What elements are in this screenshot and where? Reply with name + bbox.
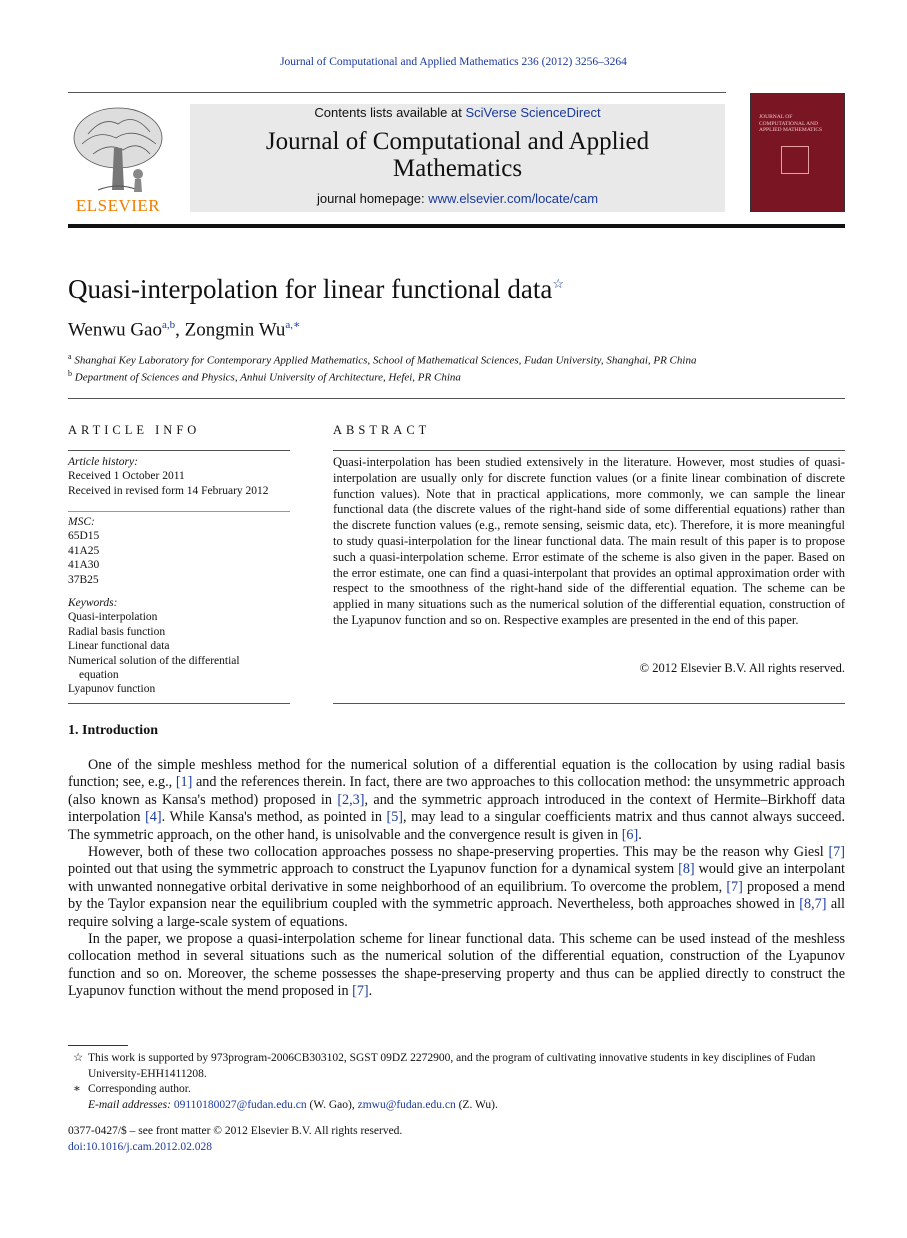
citation-link[interactable]: [4] <box>145 809 162 826</box>
email-owner: (Z. Wu). <box>455 1098 498 1111</box>
citation-link[interactable]: [6] <box>621 826 639 843</box>
text: and the references therein. In fact, there are two approaches to this collocation method: the unsymmetric approach (also known as Kansa's method) proposed in <box>68 774 845 808</box>
intro-paragraph-3 <box>68 931 845 1001</box>
affiliation-a <box>68 352 696 367</box>
msc-code: 41A30 <box>68 559 100 572</box>
author-1: Wenwu Gao <box>68 319 162 341</box>
text: , and the symmetric approach introduced in the context of Hermite–Birkhoff data interpolation <box>68 791 845 826</box>
citation-link[interactable]: [5] <box>386 809 404 826</box>
affiliation-b <box>68 369 461 384</box>
text: . While Kansa's method, as pointed in <box>161 809 387 826</box>
msc-codes <box>68 515 290 587</box>
received-date: Received 1 October 2011 <box>68 470 185 483</box>
contents-line <box>190 105 725 120</box>
affil-b-mark: b <box>68 369 72 378</box>
abstract-rule-bottom <box>333 703 845 704</box>
cover-graphic <box>781 146 809 174</box>
footnote-mark: ∗ <box>73 1083 81 1095</box>
citation-link[interactable]: [2,3] <box>337 791 365 808</box>
abstract-rule-top <box>333 450 845 451</box>
msc-code: 37B25 <box>68 573 99 586</box>
affil-a-mark: a <box>68 352 72 361</box>
text: In the paper, we propose a quasi-interpolation scheme for linear functional data. This scheme can be used instead of the meshless collocation method in several situations such as the numerical solution of the differential equation, construction of the Lyapunov function and so on. Moreover, the scheme possesses the shape-preserving property and thus can be applied directly to construct the Lyapunov function without the mend proposed in <box>68 931 845 1000</box>
email-link-gao[interactable]: 09110180027@fudan.edu.cn <box>173 1098 307 1111</box>
article-title <box>68 274 564 305</box>
article-info-rule-bottom <box>68 703 290 704</box>
introduction-body <box>68 757 845 1001</box>
article-info-heading: ARTICLE INFO <box>68 423 201 437</box>
elsevier-logo[interactable]: ELSEVIER <box>75 196 161 215</box>
intro-paragraph-1 <box>68 757 845 844</box>
title-footnote-mark[interactable]: ☆ <box>552 276 564 291</box>
journal-cover[interactable] <box>750 93 845 212</box>
sciencedirect-link[interactable]: SciVerse ScienceDirect <box>465 105 601 120</box>
corresponding-footnote <box>68 1082 845 1098</box>
abstract-text: Quasi-interpolation has been studied extensively in the literature. However, most studies of quasi-interpolation are usually only for discrete function values (or a finite linear combination of discrete function values). Note that in practical applications, more commonly, we can sample the linear functional data (the discrete values of the right-hand side of some differential equations) rather than the discrete function values (e.g., remote sensing, seismic data, etc). Therefore, it is more meaningful to study quasi-interpolation for the linear functional data. The main result of this paper is to propose such a quasi-interpolation scheme. Error estimate of the scheme is also given in the paper. Based on the error estimate, one can find a quasi-interpolant that provides an optimal approximation order with respect to the smoothness of the right-hand side of the differential equation. The scheme can be applied in many situations such as the numerical solution of the differential equation, construction of the Lyapunov function and so on. Respective examples are presented in the end of this paper. <box>333 455 845 627</box>
text: . <box>368 983 373 1000</box>
text: pointed out that using the symmetric approach to construct the Lyapunov function for a dynamical system <box>68 861 679 878</box>
msc-code: 65D15 <box>68 530 100 543</box>
footnote-rule <box>68 1045 128 1046</box>
keywords <box>68 596 290 697</box>
running-head[interactable]: Journal of Computational and Applied Mathematics 236 (2012) 3256–3264 <box>280 56 627 68</box>
citation-link[interactable]: [8,7] <box>799 896 827 913</box>
msc-label: MSC: <box>68 516 95 528</box>
intro-paragraph-2 <box>68 844 845 931</box>
homepage-line <box>190 191 725 206</box>
article-info-rule-mid <box>68 511 290 512</box>
email-owner: (W. Gao), <box>306 1098 358 1111</box>
author-separator: , <box>175 319 185 341</box>
footnotes <box>68 1051 845 1113</box>
affil-a-text: Shanghai Key Laboratory for Contemporary Applied Mathematics, School of Mathematical Sciences, Fudan University, Shanghai, PR China <box>74 354 697 367</box>
title-rule <box>68 398 845 399</box>
article-info-rule-top <box>68 450 290 451</box>
affil-b-text: Department of Sciences and Physics, Anhui University of Architecture, Hefei, PR China <box>74 371 461 384</box>
keyword: Linear functional data <box>68 640 170 653</box>
doi-link[interactable]: doi:10.1016/j.cam.2012.02.028 <box>68 1140 213 1153</box>
text: would give an interpolant with unwanted nonnegative orbital derivative in some neighborhood of an equilibrium. To overcome the problem, <box>68 861 845 895</box>
text: One of the simple meshless method for the numerical solution of a differential equation is the collocation by using radial basis function; see, e.g., <box>68 757 845 791</box>
text: proposed a mend by the Taylor expansion near the equilibrium coupled with the symmetric approach. Nevertheless, both approaches showed in <box>68 878 845 913</box>
citation-link[interactable]: [1] <box>175 774 193 791</box>
keyword-continued: equation <box>79 669 119 682</box>
revised-date: Received in revised form 14 February 2012 <box>68 484 269 497</box>
homepage-link[interactable]: www.elsevier.com/locate/cam <box>428 191 599 206</box>
abstract-copyright: © 2012 Elsevier B.V. All rights reserved. <box>639 661 845 675</box>
homepage-prefix: journal homepage: <box>316 191 429 206</box>
keyword: Radial basis function <box>68 625 166 638</box>
cover-title: JOURNAL OF COMPUTATIONAL AND APPLIED MATHEMATICS <box>759 114 823 133</box>
journal-name <box>190 128 725 182</box>
author-2-affil[interactable]: a,∗ <box>285 319 301 331</box>
text: However, both of these two collocation approaches possess no shape-preserving properties. This may be the reason why Giesl <box>88 844 829 861</box>
journal-banner <box>190 104 725 212</box>
journal-name-line2: Mathematics <box>392 155 523 182</box>
article-history <box>68 455 290 498</box>
footnote-mark: ☆ <box>73 1052 84 1064</box>
citation-link[interactable]: [7] <box>726 878 743 895</box>
citation-link[interactable]: [7] <box>352 983 369 1000</box>
keyword: Lyapunov function <box>68 683 156 696</box>
msc-code: 41A25 <box>68 544 100 557</box>
text: . <box>638 826 642 843</box>
authors <box>68 318 300 341</box>
email-label: E-mail addresses: <box>88 1098 174 1111</box>
author-2: Zongmin Wu <box>184 319 286 341</box>
text: , may lead to a singular coefficients matrix and thus cannot always succeed. The symmetric approach, on the other hand, is unisolvable and the convergence result is given in <box>68 809 846 843</box>
email-footnote <box>68 1098 845 1114</box>
history-label: Article history: <box>68 456 138 468</box>
author-1-affil[interactable]: a,b <box>161 319 176 331</box>
header-rule <box>68 92 726 93</box>
title-text: Quasi-interpolation for linear functional data <box>68 274 553 304</box>
citation-link[interactable]: [7] <box>828 844 845 861</box>
header-thick-rule <box>68 224 845 228</box>
funding-text: This work is supported by 973program-2006CB303102, SGST 09DZ 2272900, and the program of cultivating innovative students in key disciplines of Fudan University-EHH1411208. <box>88 1052 816 1080</box>
abstract-heading: ABSTRACT <box>333 423 431 437</box>
contents-prefix: Contents lists available at <box>314 105 466 120</box>
keyword: Numerical solution of the differential <box>68 654 240 667</box>
email-link-wu[interactable]: zmwu@fudan.edu.cn <box>357 1098 456 1111</box>
corresponding-text: Corresponding author. <box>88 1083 191 1095</box>
page-footer <box>68 1124 402 1155</box>
funding-footnote <box>68 1051 845 1082</box>
keywords-label: Keywords: <box>68 597 118 609</box>
citation-link[interactable]: [8] <box>678 861 695 878</box>
keyword: Quasi-interpolation <box>68 611 158 624</box>
journal-name-line1: Journal of Computational and Applied <box>265 128 650 155</box>
section-heading-introduction: 1. Introduction <box>68 723 158 738</box>
text: all require solving a large-scale system of equations. <box>68 896 846 930</box>
issn-line: 0377-0427/$ – see front matter © 2012 Elsevier B.V. All rights reserved. <box>68 1125 403 1137</box>
